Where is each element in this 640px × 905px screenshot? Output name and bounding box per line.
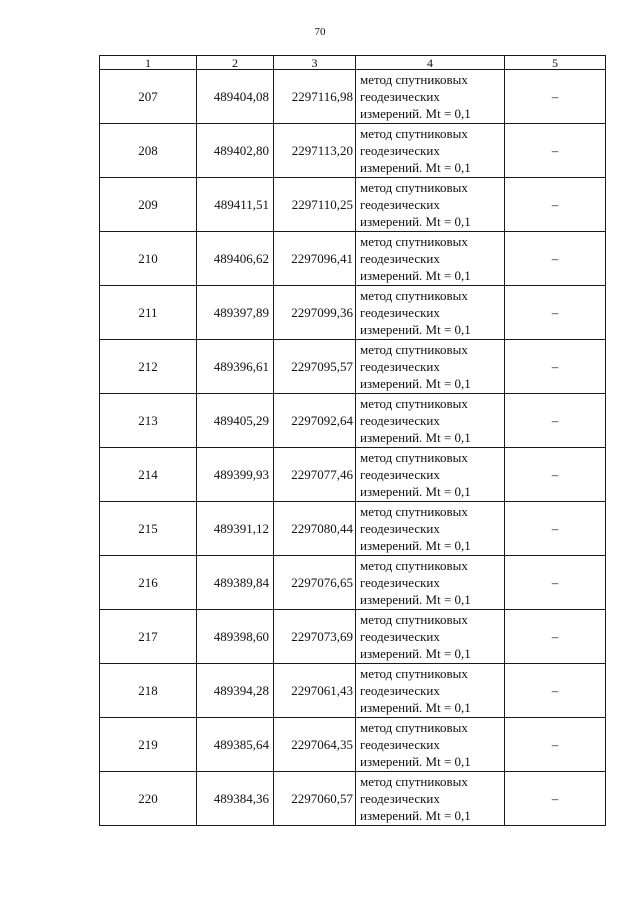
method-line: геодезических xyxy=(360,89,440,104)
table-row xyxy=(100,232,606,286)
method-line: метод спутниковых xyxy=(360,504,468,519)
method-line: геодезических xyxy=(360,521,440,536)
method-line: метод спутниковых xyxy=(360,180,468,195)
header-col-3: 3 xyxy=(274,56,356,70)
method-cell xyxy=(356,286,505,340)
y-coordinate-cell: 2297110,25 xyxy=(274,178,356,232)
method-line: метод спутниковых xyxy=(360,774,468,789)
header-col-1: 1 xyxy=(100,56,197,70)
x-coordinate-cell: 489394,28 xyxy=(197,664,274,718)
method-line: измерений. Mt = 0,1 xyxy=(360,322,471,337)
method-line: геодезических xyxy=(360,251,440,266)
note-cell: – xyxy=(505,556,606,610)
y-coordinate-cell: 2297060,57 xyxy=(274,772,356,826)
page-number: 70 xyxy=(314,26,326,38)
x-coordinate-cell: 489397,89 xyxy=(197,286,274,340)
method-line: метод спутниковых xyxy=(360,558,468,573)
method-line: измерений. Mt = 0,1 xyxy=(360,808,471,823)
method-line: геодезических xyxy=(360,413,440,428)
method-cell xyxy=(356,448,505,502)
point-number-cell: 220 xyxy=(100,772,197,826)
method-line: геодезических xyxy=(360,629,440,644)
x-coordinate-cell: 489385,64 xyxy=(197,718,274,772)
method-cell xyxy=(356,70,505,124)
y-coordinate-cell: 2297073,69 xyxy=(274,610,356,664)
x-coordinate-cell: 489396,61 xyxy=(197,340,274,394)
point-number-cell: 211 xyxy=(100,286,197,340)
y-coordinate-cell: 2297092,64 xyxy=(274,394,356,448)
method-line: геодезических xyxy=(360,305,440,320)
point-number-cell: 214 xyxy=(100,448,197,502)
note-cell: – xyxy=(505,124,606,178)
x-coordinate-cell: 489399,93 xyxy=(197,448,274,502)
method-line: геодезических xyxy=(360,197,440,212)
method-line: метод спутниковых xyxy=(360,72,468,87)
method-cell xyxy=(356,664,505,718)
method-cell xyxy=(356,718,505,772)
method-cell xyxy=(356,556,505,610)
table-row xyxy=(100,394,606,448)
point-number-cell: 210 xyxy=(100,232,197,286)
y-coordinate-cell: 2297077,46 xyxy=(274,448,356,502)
x-coordinate-cell: 489384,36 xyxy=(197,772,274,826)
point-number-cell: 217 xyxy=(100,610,197,664)
method-line: метод спутниковых xyxy=(360,234,468,249)
note-cell: – xyxy=(505,664,606,718)
point-number-cell: 213 xyxy=(100,394,197,448)
method-line: измерений. Mt = 0,1 xyxy=(360,376,471,391)
method-line: измерений. Mt = 0,1 xyxy=(360,484,471,499)
point-number-cell: 215 xyxy=(100,502,197,556)
point-number-cell: 212 xyxy=(100,340,197,394)
x-coordinate-cell: 489389,84 xyxy=(197,556,274,610)
method-cell xyxy=(356,610,505,664)
y-coordinate-cell: 2297064,35 xyxy=(274,718,356,772)
point-number-cell: 216 xyxy=(100,556,197,610)
y-coordinate-cell: 2297099,36 xyxy=(274,286,356,340)
table-row xyxy=(100,178,606,232)
method-line: метод спутниковых xyxy=(360,720,468,735)
table-row xyxy=(100,556,606,610)
x-coordinate-cell: 489391,12 xyxy=(197,502,274,556)
x-coordinate-cell: 489404,08 xyxy=(197,70,274,124)
method-line: метод спутниковых xyxy=(360,342,468,357)
method-line: измерений. Mt = 0,1 xyxy=(360,700,471,715)
x-coordinate-cell: 489405,29 xyxy=(197,394,274,448)
note-cell: – xyxy=(505,232,606,286)
method-line: измерений. Mt = 0,1 xyxy=(360,646,471,661)
x-coordinate-cell: 489398,60 xyxy=(197,610,274,664)
point-number-cell: 209 xyxy=(100,178,197,232)
note-cell: – xyxy=(505,718,606,772)
method-line: измерений. Mt = 0,1 xyxy=(360,538,471,553)
y-coordinate-cell: 2297096,41 xyxy=(274,232,356,286)
method-line: измерений. Mt = 0,1 xyxy=(360,214,471,229)
method-cell xyxy=(356,340,505,394)
method-cell xyxy=(356,772,505,826)
note-cell: – xyxy=(505,340,606,394)
note-cell: – xyxy=(505,70,606,124)
method-line: метод спутниковых xyxy=(360,288,468,303)
table-row xyxy=(100,124,606,178)
method-line: геодезических xyxy=(360,467,440,482)
y-coordinate-cell: 2297095,57 xyxy=(274,340,356,394)
point-number-cell: 219 xyxy=(100,718,197,772)
y-coordinate-cell: 2297113,20 xyxy=(274,124,356,178)
header-row xyxy=(100,56,606,70)
note-cell: – xyxy=(505,394,606,448)
table-row xyxy=(100,718,606,772)
table-row xyxy=(100,772,606,826)
method-line: метод спутниковых xyxy=(360,396,468,411)
table-row xyxy=(100,502,606,556)
x-coordinate-cell: 489406,62 xyxy=(197,232,274,286)
method-line: измерений. Mt = 0,1 xyxy=(360,592,471,607)
y-coordinate-cell: 2297076,65 xyxy=(274,556,356,610)
method-line: измерений. Mt = 0,1 xyxy=(360,268,471,283)
method-line: геодезических xyxy=(360,143,440,158)
table-row xyxy=(100,610,606,664)
note-cell: – xyxy=(505,286,606,340)
y-coordinate-cell: 2297061,43 xyxy=(274,664,356,718)
method-line: метод спутниковых xyxy=(360,450,468,465)
method-line: измерений. Mt = 0,1 xyxy=(360,430,471,445)
table-row xyxy=(100,70,606,124)
method-cell xyxy=(356,232,505,286)
y-coordinate-cell: 2297116,98 xyxy=(274,70,356,124)
point-number-cell: 207 xyxy=(100,70,197,124)
method-line: измерений. Mt = 0,1 xyxy=(360,754,471,769)
x-coordinate-cell: 489402,80 xyxy=(197,124,274,178)
method-line: метод спутниковых xyxy=(360,666,468,681)
method-line: измерений. Mt = 0,1 xyxy=(360,106,471,121)
method-line: метод спутниковых xyxy=(360,612,468,627)
method-line: метод спутниковых xyxy=(360,126,468,141)
method-line: измерений. Mt = 0,1 xyxy=(360,160,471,175)
method-line: геодезических xyxy=(360,683,440,698)
point-number-cell: 208 xyxy=(100,124,197,178)
note-cell: – xyxy=(505,502,606,556)
note-cell: – xyxy=(505,610,606,664)
method-line: геодезических xyxy=(360,737,440,752)
table-header xyxy=(100,56,606,70)
header-col-4: 4 xyxy=(356,56,505,70)
y-coordinate-cell: 2297080,44 xyxy=(274,502,356,556)
header-col-2: 2 xyxy=(197,56,274,70)
method-cell xyxy=(356,394,505,448)
note-cell: – xyxy=(505,448,606,502)
table-row xyxy=(100,286,606,340)
method-cell xyxy=(356,178,505,232)
header-col-5: 5 xyxy=(505,56,606,70)
coordinates-table xyxy=(99,55,606,826)
table-row xyxy=(100,664,606,718)
method-line: геодезических xyxy=(360,359,440,374)
method-cell xyxy=(356,124,505,178)
point-number-cell: 218 xyxy=(100,664,197,718)
method-cell xyxy=(356,502,505,556)
note-cell: – xyxy=(505,772,606,826)
x-coordinate-cell: 489411,51 xyxy=(197,178,274,232)
method-line: геодезических xyxy=(360,575,440,590)
note-cell: – xyxy=(505,178,606,232)
table-body xyxy=(100,70,606,826)
table-row xyxy=(100,448,606,502)
method-line: геодезических xyxy=(360,791,440,806)
table-row xyxy=(100,340,606,394)
